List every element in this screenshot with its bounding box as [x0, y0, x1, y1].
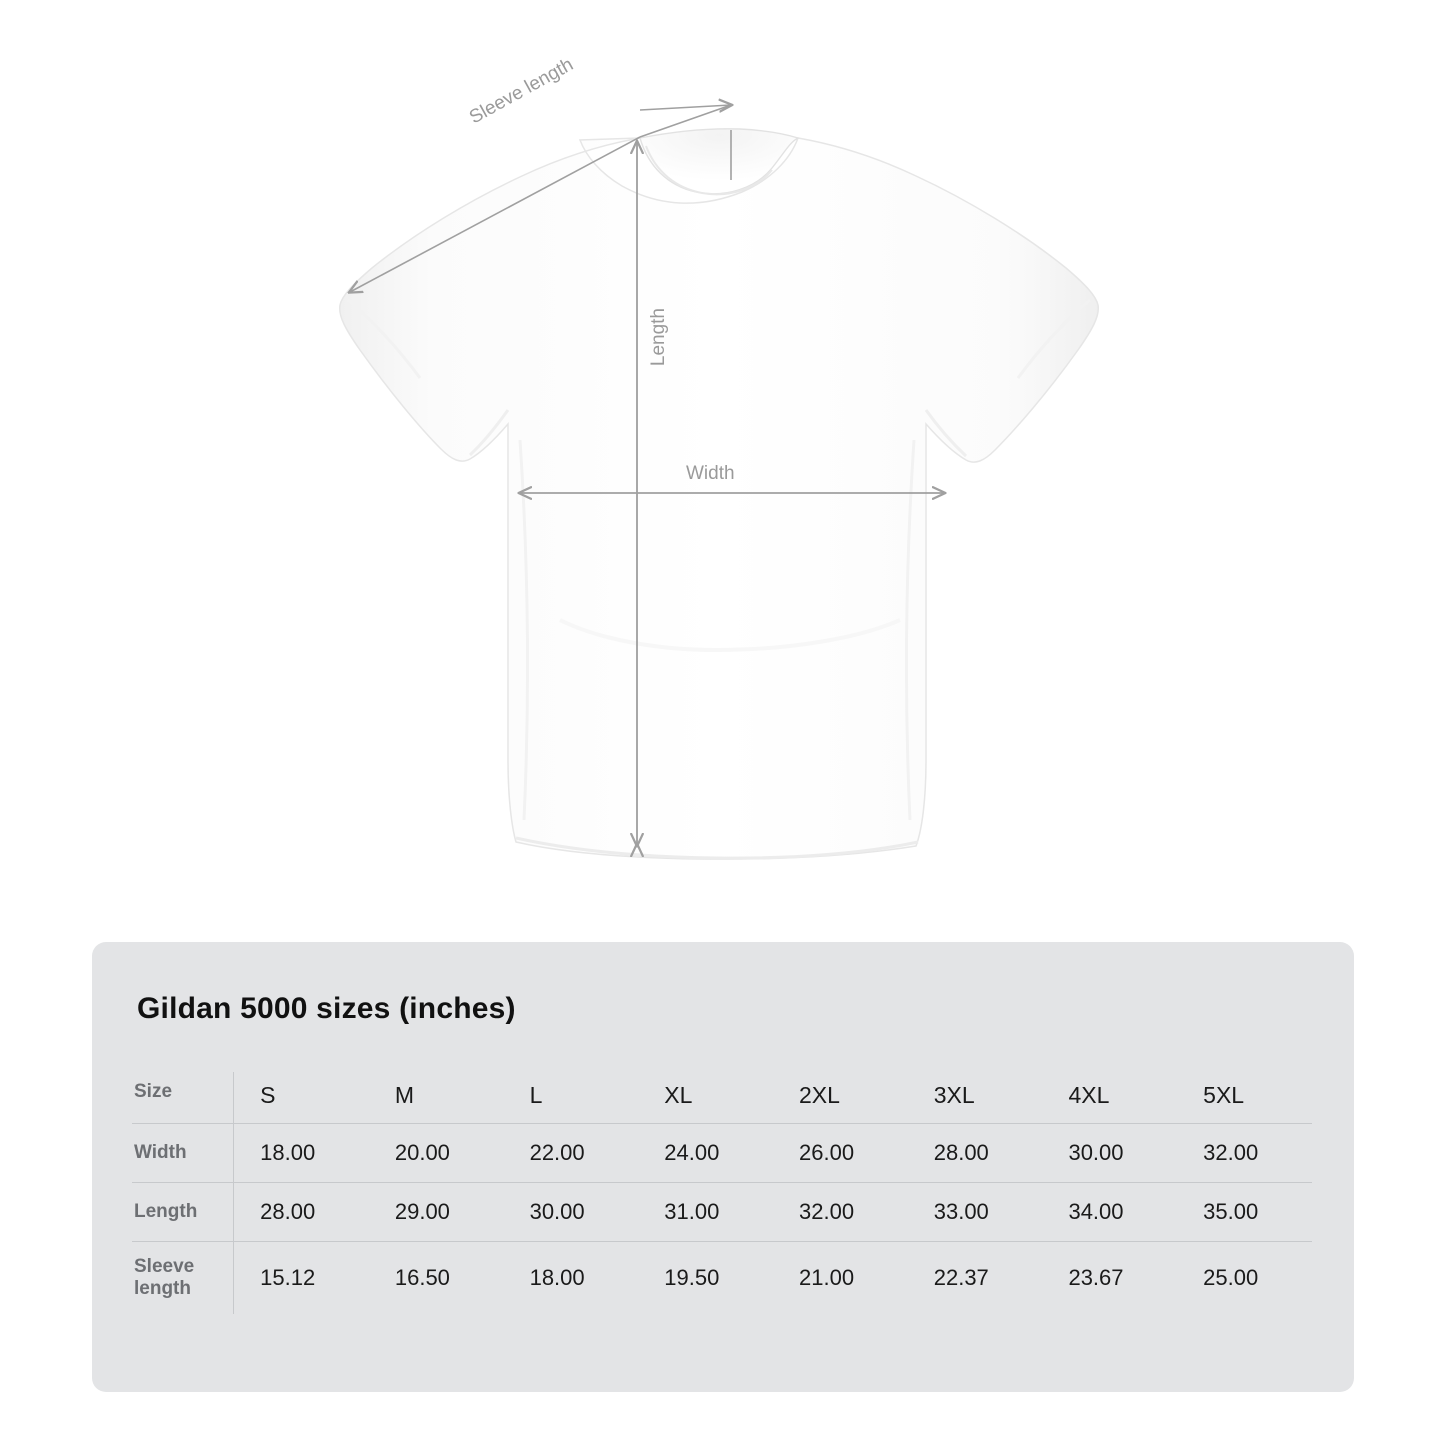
column-header-m: M: [394, 1082, 415, 1108]
column-header-s: S: [260, 1082, 276, 1108]
size-chart-table: [132, 1072, 1312, 1314]
cell-length-xl: 31.00: [638, 1183, 773, 1242]
cell-length-5xl: 35.00: [1177, 1183, 1312, 1242]
table-header-row: [132, 1072, 1312, 1124]
shirt-body: [340, 129, 1099, 859]
cell-sleeve-l: 18.00: [504, 1242, 639, 1315]
column-header-3xl: 3XL: [933, 1082, 975, 1108]
column-header-size: Size: [132, 1072, 234, 1124]
table-row: [132, 1183, 1312, 1242]
cell-length-2xl: 32.00: [773, 1183, 908, 1242]
cell-width-4xl: 30.00: [1042, 1124, 1177, 1183]
sleeve-length-label: Sleeve length: [466, 54, 577, 129]
cell-width-xl: 24.00: [638, 1124, 773, 1183]
cell-width-2xl: 26.00: [773, 1124, 908, 1183]
cell-width-m: 20.00: [369, 1124, 504, 1183]
size-chart-card: [92, 942, 1354, 1392]
cell-sleeve-5xl: 25.00: [1177, 1242, 1312, 1315]
cell-length-m: 29.00: [369, 1183, 504, 1242]
cell-width-3xl: 28.00: [908, 1124, 1043, 1183]
cell-sleeve-3xl: 22.37: [908, 1242, 1043, 1315]
table-row: [132, 1242, 1312, 1315]
column-header-l: L: [529, 1082, 543, 1108]
width-label: Width: [686, 463, 735, 484]
cell-sleeve-m: 16.50: [369, 1242, 504, 1315]
cell-sleeve-xl: 19.50: [638, 1242, 773, 1315]
size-chart-title: Gildan 5000 sizes (inches): [137, 992, 516, 1025]
row-header-length: Length: [132, 1183, 234, 1242]
cell-width-s: 18.00: [234, 1124, 369, 1183]
column-header-2xl: 2XL: [799, 1082, 840, 1108]
cell-length-4xl: 34.00: [1042, 1183, 1177, 1242]
cell-length-s: 28.00: [234, 1183, 369, 1242]
cell-length-3xl: 33.00: [908, 1183, 1043, 1242]
cell-length-l: 30.00: [504, 1183, 639, 1242]
cell-sleeve-s: 15.12: [234, 1242, 369, 1315]
column-header-xl: XL: [664, 1082, 693, 1108]
cell-sleeve-2xl: 21.00: [773, 1242, 908, 1315]
row-header-sleeve-length: Sleeve length: [132, 1242, 234, 1315]
row-header-width: Width: [132, 1124, 234, 1183]
cell-width-l: 22.00: [504, 1124, 639, 1183]
length-label: Length: [648, 308, 669, 367]
column-header-5xl: 5XL: [1203, 1082, 1245, 1108]
table-row: [132, 1124, 1312, 1183]
cell-sleeve-4xl: 23.67: [1042, 1242, 1177, 1315]
column-header-4xl: 4XL: [1068, 1082, 1110, 1108]
cell-width-5xl: 32.00: [1177, 1124, 1312, 1183]
